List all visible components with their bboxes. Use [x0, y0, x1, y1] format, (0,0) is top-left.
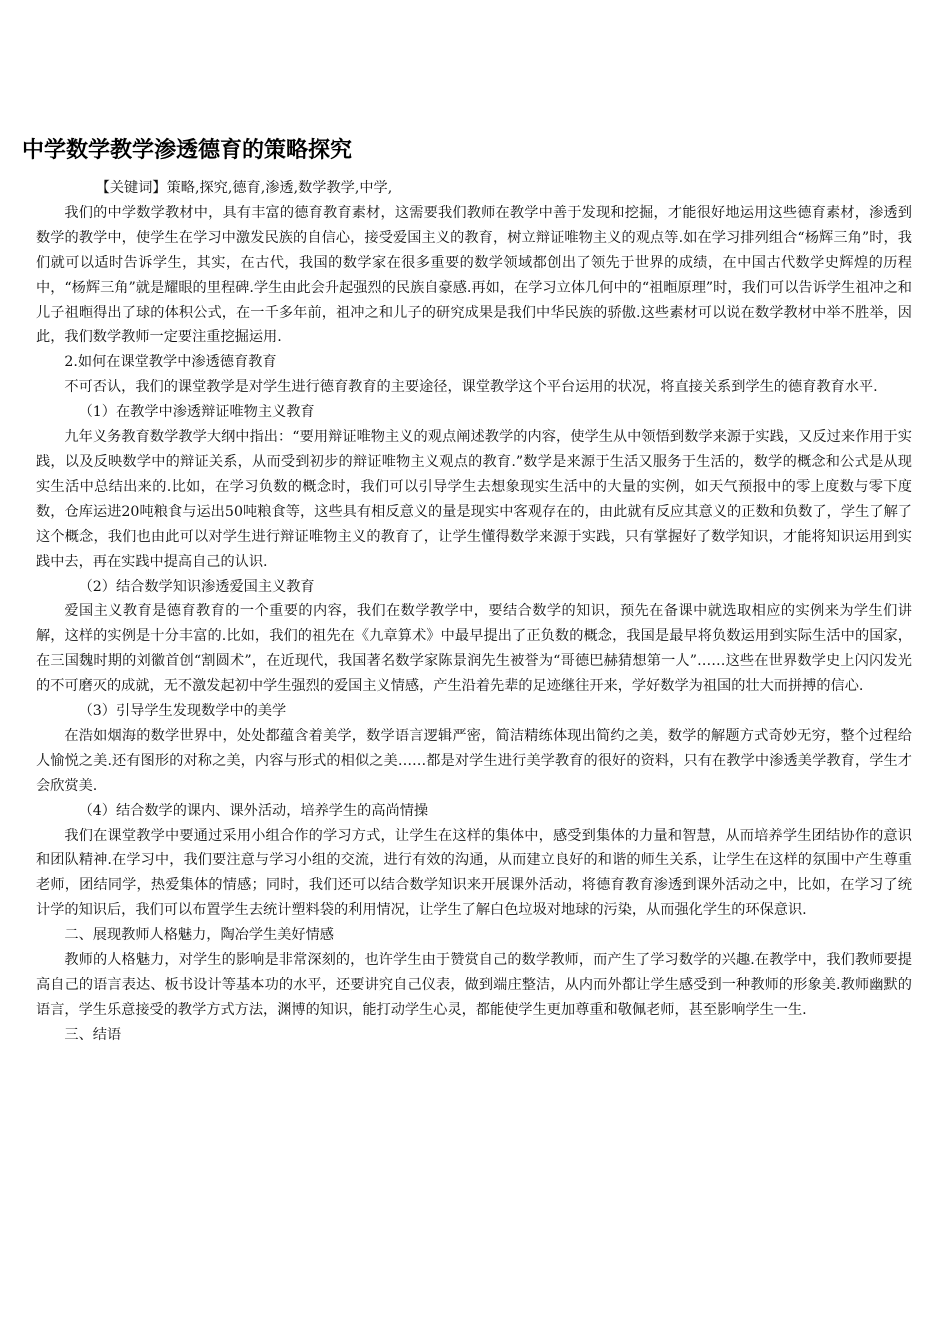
subsection-heading: （2）结合数学知识渗透爱国主义教育	[78, 578, 315, 595]
document-body	[36, 176, 912, 1048]
keywords-line: 【关键词】策略,探究,德育,渗透,数学教学,中学,	[95, 180, 393, 196]
subsection-heading: （3）引导学生发现数学中的美学	[78, 703, 287, 720]
subsection-heading: （1）在教学中渗透辩证唯物主义教育	[78, 404, 315, 421]
body-paragraph: 九年义务教育数学教学大纲中指出：“要用辩证唯物主义的观点阐述教学的内容，使学生从中领悟到数学来源于实践，又反过来作用于实践，以及反映数学中的辩证关系，从而受到初步的辩证唯物主义观点的教育.”数学是来源于生活又服务于生活的，数学的概念和公式是从现实生活中总结出来的.比如，在学习负数的概念时，我们可以引导学生去想象现实生活中的大量的实例，如天气预报中的零上度数与零下度数，仓库运进20吨粮食与运出50吨粮食等，这些具有相反意义的量是现实中客观存在的，由此就有反应其意义的正数和负数了，学生了解了这个概念，我们也由此可以对学生进行辩证唯物主义的教育了，让学生懂得数学来源于实践，只有掌握好了数学知识，才能将知识运用到实践中去，再在实践中提高自己的认识.	[36, 429, 912, 570]
body-paragraph: 爱国主义教育是德育教育的一个重要的内容，我们在数学教学中，要结合数学的知识，预先在备课中就选取相应的实例来为学生们讲解，这样的实例是十分丰富的.比如，我们的祖先在《九章算术》中最早提出了正负数的概念，我国是最早将负数运用到实际生活中的国家，在三国魏时期的刘徽首创“割圆术”，在近现代，我国著名数学家陈景润先生被誉为“哥德巴赫猜想第一人”……这些在世界数学史上闪闪发光的不可磨灭的成就，无不激发起初中学生强烈的爱国主义情感，产生沿着先辈的足迹继往开来，学好数学为祖国的壮大而拼搏的信心.	[36, 603, 912, 695]
body-paragraph: 教师的人格魅力，对学生的影响是非常深刻的，也许学生由于赞赏自己的数学教师，而产生了学习数学的兴趣.在教学中，我们教师要提高自己的语言表达、板书设计等基本功的水平，还要讲究自己仪表，做到端庄整洁，从内而外都让学生感受到一种教师的形象美.教师幽默的语言，学生乐意接受的教学方式方法，渊博的知识，能打动学生心灵，都能使学生更加尊重和敬佩老师，甚至影响学生一生.	[36, 952, 912, 1018]
body-paragraph: 我们在课堂教学中要通过采用小组合作的学习方式，让学生在这样的集体中，感受到集体的力量和智慧，从而培养学生团结协作的意识和团队精神.在学习中，我们要注意与学习小组的交流，进行有效的沟通，从而建立良好的和谐的师生关系，让学生在这样的氛围中产生尊重老师，团结同学，热爱集体的情感；同时，我们还可以结合数学知识来开展课外活动，将德育教育渗透到课外活动之中，比如，在学习了统计学的知识后，我们可以布置学生去统计塑料袋的利用情况，让学生了解白色垃圾对地球的污染，从而强化学生的环保意识.	[36, 827, 912, 919]
body-paragraph: 不可否认，我们的课堂教学是对学生进行德育教育的主要途径，课堂教学这个平台运用的状况，将直接关系到学生的德育教育水平.	[64, 379, 878, 396]
section-heading: 三、结语	[64, 1026, 122, 1043]
document-title: 中学数学教学渗透德育的策略探究	[22, 138, 353, 163]
body-paragraph: 我们的中学数学教材中，具有丰富的德育教育素材，这需要我们教师在教学中善于发现和挖掘，才能很好地运用这些德育素材，渗透到数学的教学中，使学生在学习中激发民族的自信心，接受爱国主义的教育，树立辩证唯物主义的观点等.如在学习排列组合“杨辉三角”时，我们就可以适时告诉学生，其实，在古代，我国的数学家在很多重要的数学领域都创出了领先于世界的成绩，在中国古代数学史辉煌的历程中，“杨辉三角”就是耀眼的里程碑.学生由此会升起强烈的民族自豪感.再如，在学习立体几何中的“祖暅原理”时，我们可以告诉学生祖冲之和儿子祖暅得出了球的体积公式，在一千多年前，祖冲之和儿子的研究成果是我们中华民族的骄傲.这些素材可以说在数学教材中举不胜举，因此，我们数学教师一定要注重挖掘运用.	[36, 204, 912, 346]
body-paragraph: 在浩如烟海的数学世界中，处处都蕴含着美学，数学语言逻辑严密，简洁精练体现出简约之美，数学的解题方式奇妙无穷，整个过程给人愉悦之美.还有图形的对称之美，内容与形式的相似之美……都是对学生进行美学教育的很好的资料，只有在教学中渗透美学教育，学生才会欣赏美.	[36, 727, 912, 794]
section-heading: 2.如何在课堂教学中渗透德育教育	[64, 354, 277, 371]
subsection-heading: （4）结合数学的课内、课外活动，培养学生的高尚情操	[78, 802, 429, 819]
section-heading: 二、展现教师人格魅力，陶冶学生美好情感	[64, 927, 334, 944]
